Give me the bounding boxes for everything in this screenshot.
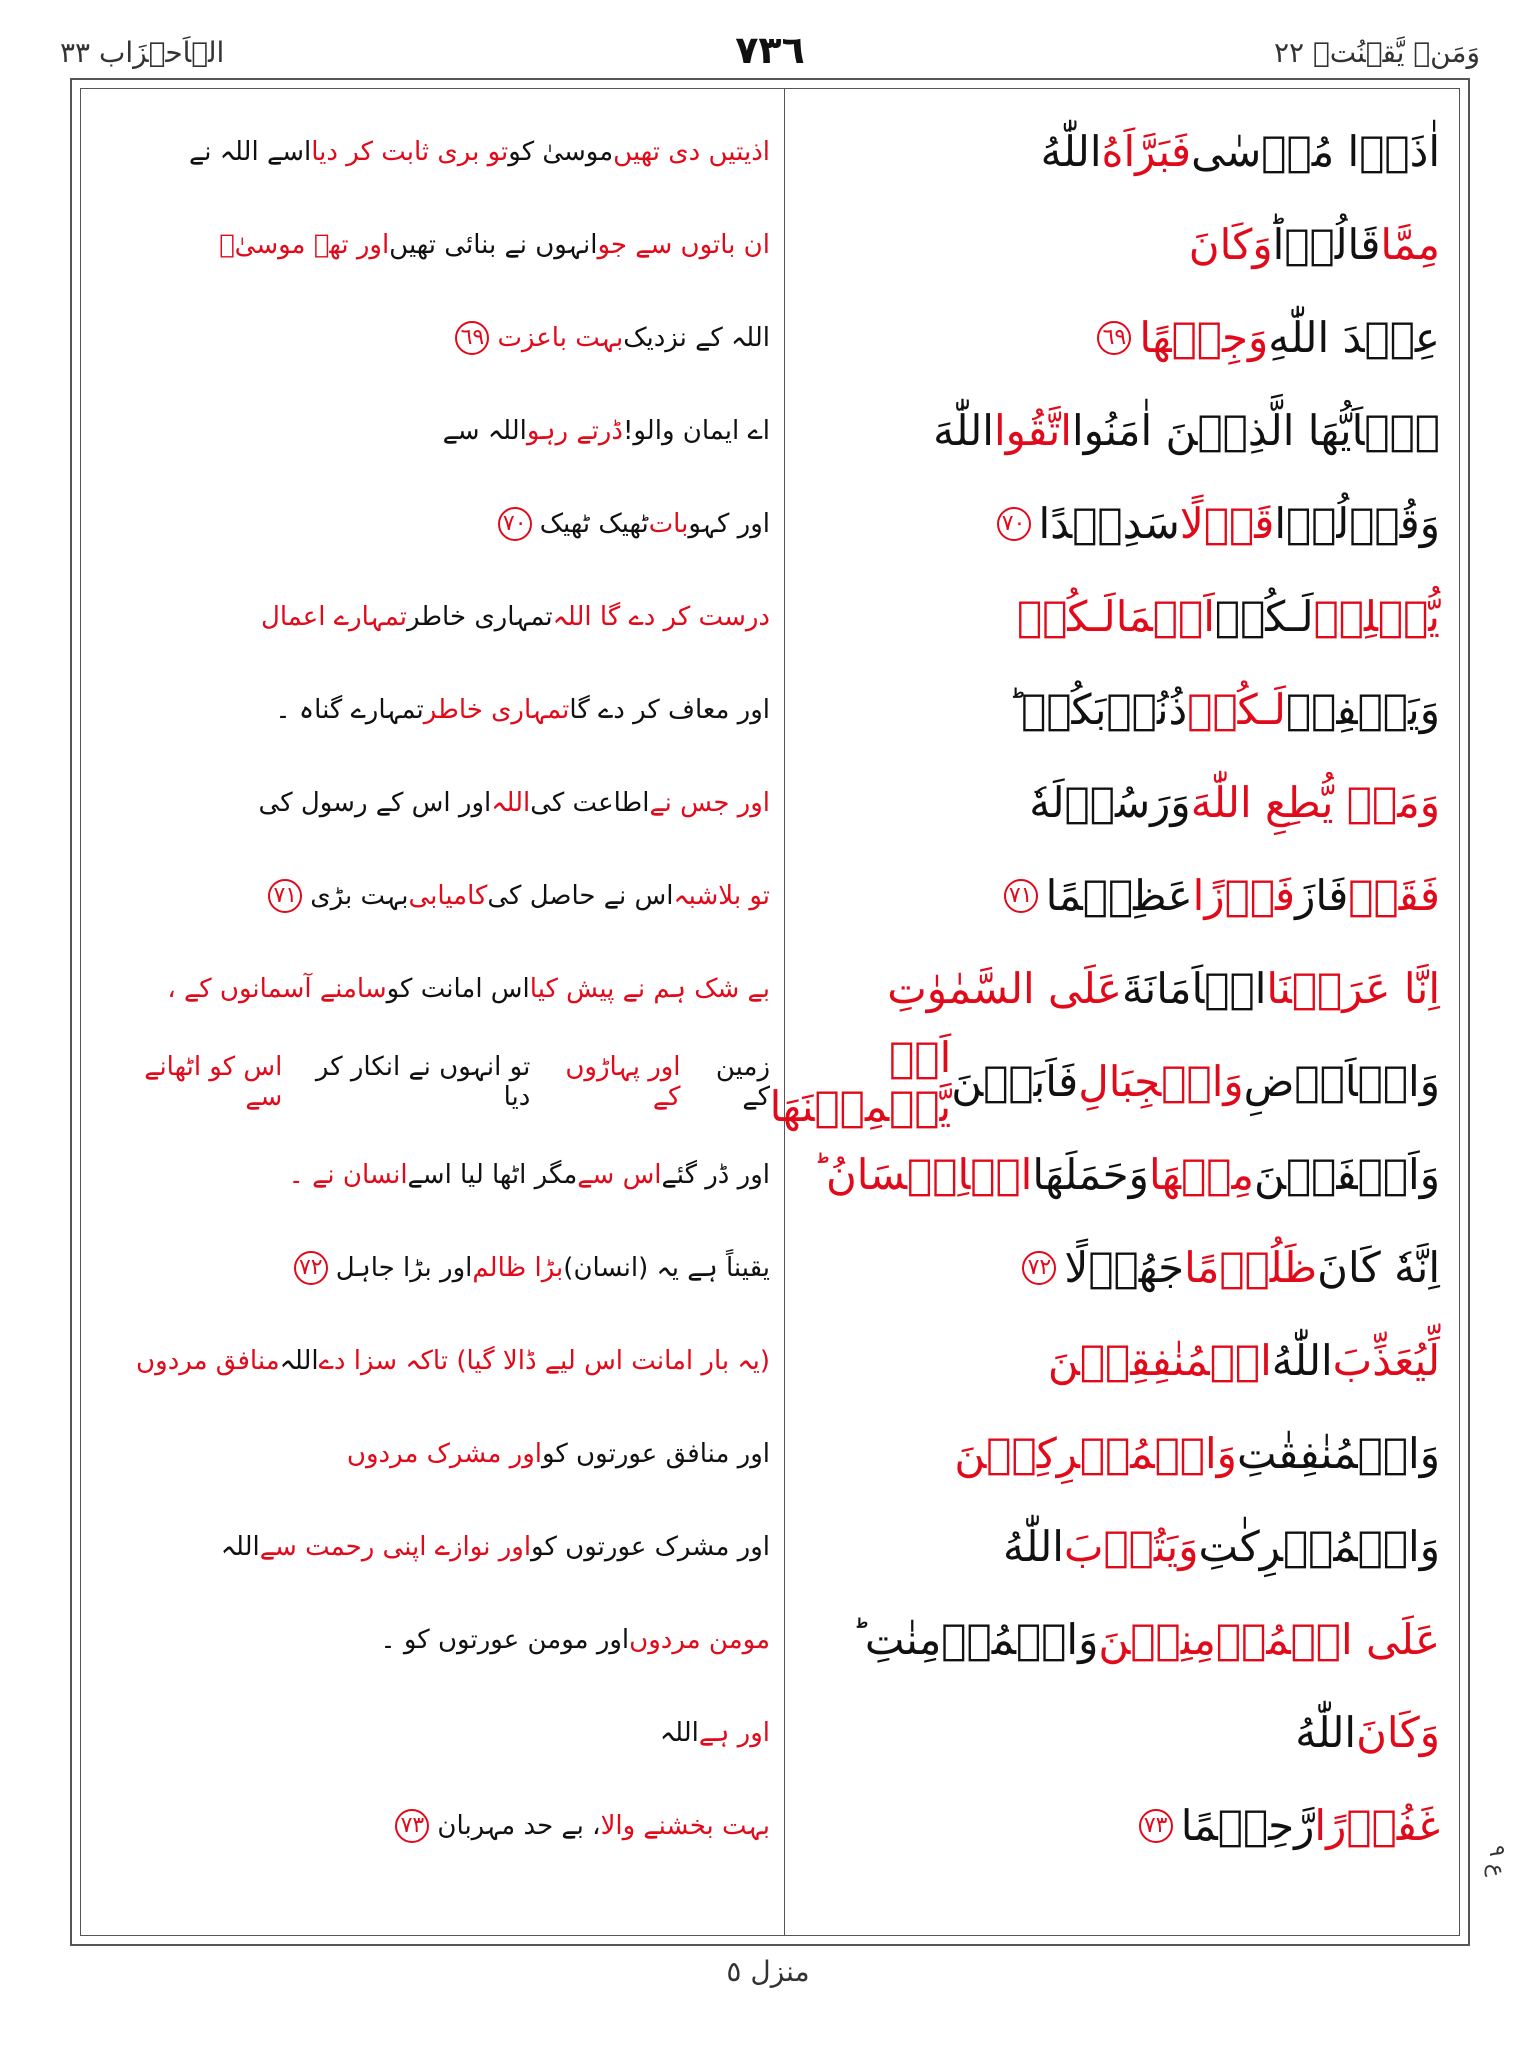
- verse-number-marker: ٧٣: [395, 1809, 429, 1843]
- text-segment: وَكَانَ: [1188, 220, 1273, 269]
- urdu-translation-line: [100, 1221, 770, 1314]
- text-segment: اور مشرک عورتوں کو: [531, 1531, 770, 1562]
- text-segment: اللّٰهُ: [1295, 1708, 1357, 1757]
- text-segment: الۡمُنٰفِقِيۡنَ: [1047, 1336, 1272, 1385]
- text-segment: فَوۡزًا: [1192, 871, 1296, 920]
- arabic-verse-line: [800, 663, 1450, 756]
- text-segment: وَالۡمُشۡرِكٰتِ: [1198, 1522, 1440, 1571]
- text-segment: بات: [648, 508, 689, 539]
- text-segment: اس نے حاصل کی: [487, 880, 674, 911]
- text-segment: وَيَتُوۡبَ: [1063, 1522, 1199, 1571]
- urdu-translation-line: [100, 570, 770, 663]
- urdu-translation-line: [100, 1593, 770, 1686]
- text-segment: اللہ کے نزدیک: [623, 322, 770, 353]
- text-segment: اسے اللہ نے: [188, 136, 312, 167]
- text-segment: مِمَّا: [1380, 220, 1440, 269]
- verse-number-marker: ٦٩: [455, 321, 489, 355]
- text-segment: سَدِيۡدًا: [1038, 499, 1180, 548]
- arabic-verse-line: [800, 384, 1450, 477]
- arabic-column: [769, 105, 1450, 1872]
- text-segment: تو بلاشبہ: [673, 880, 770, 911]
- text-segment: اٰذَوۡا مُوۡسٰى: [1191, 127, 1440, 176]
- verse-number-marker: ٧٠: [498, 507, 532, 541]
- page-number: ٧٣٦: [735, 28, 805, 72]
- text-segment: قَالُوۡا‌ؕ: [1272, 220, 1381, 269]
- urdu-translation-line: [100, 1686, 770, 1779]
- text-segment: عَلَى السَّمٰوٰتِ: [887, 964, 1122, 1013]
- text-segment: یقیناً ہے یہ (انسان): [563, 1252, 770, 1283]
- arabic-verse-line: [800, 1221, 1450, 1314]
- arabic-verse-line: [769, 1032, 1450, 1131]
- text-segment: الۡاَمَانَةَ: [1122, 964, 1267, 1013]
- text-segment: تمہارے گناہ ۔: [275, 694, 424, 725]
- text-segment: مومن مردوں: [629, 1624, 770, 1655]
- text-segment: لِّيُعَذِّبَ: [1332, 1336, 1440, 1385]
- text-segment: يُّصۡلِحۡ: [1313, 592, 1440, 641]
- verse-number-marker: ٧٢: [1022, 1251, 1056, 1285]
- text-segment: تمہاری خاطر: [407, 601, 553, 632]
- juz-title: وَمَنۡ يَّقۡنُتۡ ٢٢: [1273, 36, 1480, 69]
- text-segment: اَعۡمَالَـكُمۡ: [1017, 592, 1215, 641]
- text-segment: اَنۡ يَّحۡمِلۡنَهَا: [769, 1032, 952, 1131]
- text-segment: تو انہوں نے انکار کر دیا: [315, 1051, 531, 1112]
- text-segment: اِنَّهٗ كَانَ: [1317, 1243, 1440, 1292]
- urdu-translation-line: [100, 105, 770, 198]
- text-segment: وَالۡمُؤۡمِنٰتِ‌ ؕ: [851, 1615, 1099, 1664]
- text-segment: اور ہے: [698, 1717, 770, 1748]
- text-segment: درست کر دے گا اللہ: [552, 601, 770, 632]
- urdu-translation-line: [100, 1500, 770, 1593]
- text-segment: منافق مردوں: [136, 1345, 280, 1376]
- arabic-verse-line: [800, 1686, 1450, 1779]
- text-segment: ، بے حد مہربان: [437, 1810, 601, 1841]
- text-segment: فَاَبَيۡنَ: [951, 1057, 1079, 1106]
- urdu-translation-line: [100, 477, 770, 570]
- text-segment: انسان نے ۔: [288, 1159, 408, 1190]
- text-segment: اور معاف کر دے گا: [569, 694, 770, 725]
- text-segment: وَالۡاَرۡضِ: [1243, 1057, 1440, 1106]
- text-segment: اس کو اٹھانے سے: [144, 1051, 283, 1112]
- text-segment: غَفُوۡرًا: [1314, 1801, 1440, 1850]
- urdu-translation-line: [100, 1407, 770, 1500]
- text-segment: عَلَى الۡمُؤۡمِنِيۡنَ: [1098, 1615, 1440, 1664]
- text-segment: فَقَدۡ: [1348, 871, 1440, 920]
- column-divider: [784, 88, 785, 1936]
- text-segment: وَكَانَ: [1356, 1708, 1440, 1757]
- urdu-translation-line: [100, 198, 770, 291]
- text-segment: اذیتیں دی تھیں: [613, 136, 770, 167]
- verse-number-marker: ٧١: [268, 879, 302, 913]
- text-segment: اور منافق عورتوں کو: [541, 1438, 770, 1469]
- text-segment: وَرَسُوۡلَهٗ: [1029, 778, 1191, 827]
- urdu-translation-line: [100, 1314, 770, 1407]
- text-segment: ذُنُوۡبَكُمۡ‌ ؕ: [1007, 685, 1188, 734]
- arabic-verse-line: [800, 1128, 1450, 1221]
- text-segment: اللہ: [491, 787, 531, 818]
- urdu-translation-line: [100, 756, 770, 849]
- text-segment: اللہ سے: [442, 415, 527, 446]
- verse-number-marker: ٧٠: [997, 507, 1031, 541]
- ruku-marker: ع ٩: [1484, 1845, 1509, 1877]
- text-segment: بہت بخشنے والا: [600, 1810, 770, 1841]
- text-segment: جَهُوۡلًا: [1064, 1243, 1185, 1292]
- text-segment: اللہ: [220, 1531, 260, 1562]
- arabic-verse-line: [800, 1593, 1450, 1686]
- verse-number-marker: ٧٣: [1139, 1809, 1173, 1843]
- text-segment: اور کہو: [688, 508, 770, 539]
- arabic-verse-line: [800, 1314, 1450, 1407]
- urdu-translation-line: [100, 663, 770, 756]
- text-segment: وَالۡجِبَالِ: [1078, 1057, 1244, 1106]
- text-segment: اے ایمان والو!: [622, 415, 770, 446]
- text-segment: وَمَنۡ يُّطِعِ اللّٰهَ: [1190, 778, 1440, 827]
- text-segment: فَبَرَّاَهُ: [1101, 127, 1192, 176]
- arabic-verse-line: [800, 942, 1450, 1035]
- manzil-footer: منزل ٥: [726, 1955, 810, 1988]
- text-segment: اللہ: [279, 1345, 319, 1376]
- text-segment: (یہ بار امانت اس لیے ڈالا گیا) تاکہ سزا دے: [318, 1345, 770, 1376]
- text-segment: انہوں نے بنائی تھیں: [389, 229, 598, 260]
- text-segment: اللّٰهُ: [1040, 127, 1102, 176]
- urdu-translation-line: [100, 942, 770, 1035]
- text-segment: بڑا ظالم: [472, 1252, 564, 1283]
- text-segment: وَالۡمُشۡرِكِيۡنَ: [954, 1429, 1237, 1478]
- text-segment: اور ڈر گئے: [661, 1159, 770, 1190]
- text-segment: اس سے: [577, 1159, 662, 1190]
- verse-number-marker: ٧٢: [294, 1251, 328, 1285]
- text-segment: وَحَمَلَهَا: [1032, 1150, 1149, 1199]
- text-segment: بہت باعزت: [497, 322, 624, 353]
- text-segment: بے شک ہم نے پیش کیا: [529, 973, 770, 1004]
- text-segment: اللّٰهُ: [1271, 1336, 1333, 1385]
- text-segment: موسیٰ کو: [508, 136, 614, 167]
- text-segment: مِنۡهَا: [1148, 1150, 1254, 1199]
- text-segment: عِنۡدَ اللّٰهِ: [1268, 313, 1440, 362]
- text-segment: اللّٰهُ: [1003, 1522, 1064, 1571]
- text-segment: لَـكُمۡ: [1187, 685, 1286, 734]
- text-segment: فَازَ: [1295, 871, 1349, 920]
- text-segment: سامنے آسمانوں کے ،: [167, 973, 387, 1004]
- text-segment: زمین کے: [715, 1051, 770, 1112]
- text-segment: اس امانت کو: [386, 973, 530, 1004]
- text-segment: اور مشرک مردوں: [346, 1438, 542, 1469]
- text-segment: عَظِيۡمًا: [1045, 871, 1193, 920]
- urdu-translation-line: [100, 1779, 770, 1872]
- text-segment: الۡاِنۡسَانُ‌ ؕ: [812, 1150, 1033, 1199]
- text-segment: وَالۡمُنٰفِقٰتِ: [1236, 1429, 1440, 1478]
- urdu-translation-line: [100, 384, 770, 477]
- text-segment: اِنَّا عَرَضۡنَا: [1266, 964, 1440, 1013]
- arabic-verse-line: [800, 477, 1450, 570]
- text-segment: اور تھے موسیٰؑ: [219, 229, 390, 260]
- text-segment: لَـكُمۡ: [1214, 592, 1314, 641]
- urdu-translation-line: [100, 1035, 770, 1128]
- text-segment: اور نوازے اپنی رحمت سے: [259, 1531, 532, 1562]
- text-segment: اور پہاڑوں کے: [565, 1051, 681, 1112]
- text-segment: مگر اٹھا لیا اسے: [407, 1159, 578, 1190]
- arabic-verse-line: [800, 756, 1450, 849]
- urdu-translation-line: [100, 849, 770, 942]
- urdu-column: [100, 105, 770, 1872]
- text-segment: وَيَغۡفِرۡ: [1285, 685, 1440, 734]
- text-segment: اطاعت کی: [530, 787, 650, 818]
- text-segment: قَوۡلًا: [1179, 499, 1275, 548]
- text-segment: ڈرتے رہو: [526, 415, 623, 446]
- text-segment: تمہارے اعمال: [260, 601, 408, 632]
- arabic-verse-line: [800, 849, 1450, 942]
- text-segment: بہت بڑی: [310, 880, 409, 911]
- text-segment: وَجِيۡهًا: [1139, 313, 1269, 362]
- text-segment: اور جس نے: [649, 787, 770, 818]
- text-segment: يٰۤاَيُّهَا الَّذِيۡنَ اٰمَنُوا: [1071, 406, 1440, 455]
- text-segment: کامیابی: [408, 880, 488, 911]
- urdu-translation-line: [100, 1128, 770, 1221]
- text-segment: اور اس کے رسول کی: [258, 787, 492, 818]
- text-segment: اللہ: [659, 1717, 699, 1748]
- verse-number-marker: ٦٩: [1097, 321, 1131, 355]
- text-segment: اللّٰهَ: [933, 406, 994, 455]
- urdu-translation-line: [100, 291, 770, 384]
- text-segment: رَّحِيۡمًا: [1180, 1801, 1315, 1850]
- text-segment: اتَّقُوا: [993, 406, 1072, 455]
- text-segment: ٹھیک ٹھیک: [539, 508, 649, 539]
- verse-number-marker: ٧١: [1004, 879, 1038, 913]
- text-segment: اور مومن عورتوں کو ۔: [380, 1624, 630, 1655]
- arabic-verse-line: [800, 291, 1450, 384]
- arabic-verse-line: [800, 105, 1450, 198]
- text-segment: اور بڑا جاہل: [335, 1252, 473, 1283]
- text-segment: وَقُوۡلُوۡا: [1274, 499, 1440, 548]
- arabic-verse-line: [800, 570, 1450, 663]
- text-segment: تو بری ثابت کر دیا: [311, 136, 509, 167]
- text-segment: وَاَشۡفَقۡنَ: [1254, 1150, 1440, 1199]
- surah-title: الۡاَحۡزَاب ٣٣: [60, 36, 225, 69]
- text-segment: ظَلُوۡمًا: [1184, 1243, 1318, 1292]
- arabic-verse-line: [800, 1779, 1450, 1872]
- page-header: [60, 28, 1480, 78]
- text-segment: تمہاری خاطر: [423, 694, 570, 725]
- text-segment: ان باتوں سے جو: [597, 229, 770, 260]
- arabic-verse-line: [800, 1500, 1450, 1593]
- arabic-verse-line: [800, 198, 1450, 291]
- arabic-verse-line: [800, 1407, 1450, 1500]
